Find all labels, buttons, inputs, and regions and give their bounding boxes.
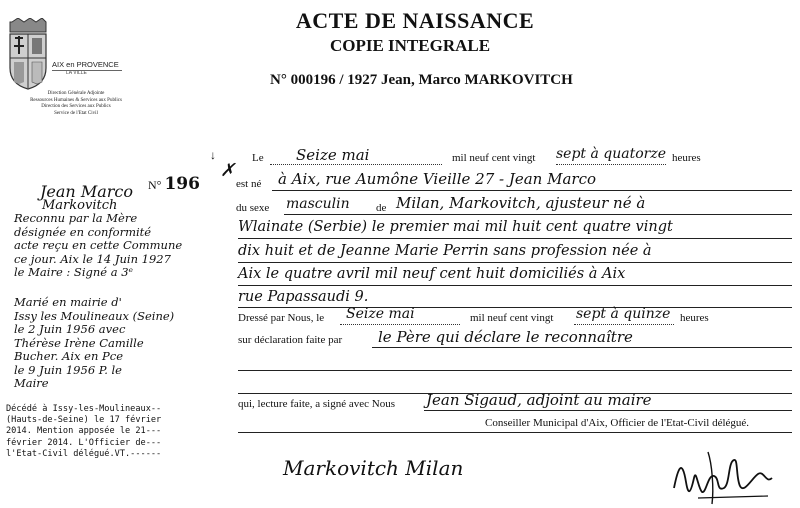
birth-place: à Aix, rue Aumône Vieille 27 - Jean Marco bbox=[278, 170, 597, 188]
city-name: AIX en PROVENCE bbox=[52, 60, 119, 69]
label-year-2: mil neuf cent vingt bbox=[470, 312, 554, 324]
act-reference: N° 000196 / 1927 Jean, Marco MARKOVITCH bbox=[270, 72, 573, 88]
margin-line: acte reçu en cette Commune bbox=[14, 238, 183, 252]
mention-line: l'Etat-Civil délégué.VT.------ bbox=[6, 448, 162, 459]
document-title: ACTE DE NAISSANCE bbox=[295, 8, 535, 33]
officer-name: Jean Sigaud, adjoint au maire bbox=[426, 391, 652, 409]
mother-name: dix huit et de Jeanne Marie Perrin sans profession née à bbox=[238, 243, 652, 259]
margin-line: Bucher. Aix en Pce bbox=[14, 349, 124, 363]
label-heures-2: heures bbox=[680, 312, 709, 324]
fill-line bbox=[272, 190, 792, 191]
label-sexe: du sexe bbox=[236, 202, 270, 214]
label-de: de bbox=[376, 202, 387, 214]
fill-line bbox=[238, 285, 792, 286]
mention-line: (Hauts-de-Seine) le 17 février bbox=[6, 415, 162, 426]
department-line: Direction des Services aux Publics bbox=[41, 104, 111, 109]
margin-line: Thérèse Irène Camille bbox=[14, 335, 144, 350]
department-line: Direction Générale Adjointe bbox=[47, 91, 105, 96]
address: rue Papassaudi 9. bbox=[238, 289, 369, 305]
fill-line bbox=[340, 324, 460, 325]
label-declaration: sur déclaration faite par bbox=[238, 334, 343, 346]
logo-divider bbox=[52, 70, 122, 71]
margin-line: Marié en mairie d' bbox=[14, 295, 122, 309]
birth-year-hour: sept à quatorze bbox=[556, 146, 667, 162]
margin-line: le Maire : Signé a 3ᵉ bbox=[14, 265, 134, 279]
department-block bbox=[6, 91, 146, 117]
margin-line: ce jour. Aix le 14 Juin 1927 bbox=[14, 251, 171, 266]
department-line: Service de l'Etat Civil bbox=[54, 110, 98, 116]
label-dresse: Dressé par Nous, le bbox=[238, 312, 325, 324]
father-name: Milan, Markovitch, ajusteur né à bbox=[396, 194, 646, 212]
fill-line bbox=[238, 370, 792, 371]
drawn-day: Seize mai bbox=[346, 306, 415, 322]
margin-line: Reconnu par la Mère bbox=[14, 211, 138, 225]
fill-line bbox=[238, 262, 792, 263]
officer-signature-icon bbox=[668, 448, 778, 506]
label-le: Le bbox=[252, 152, 264, 164]
fill-line bbox=[284, 214, 792, 215]
declarant: le Père qui déclare le reconnaître bbox=[378, 328, 633, 346]
sex-value: masculin bbox=[286, 196, 350, 212]
fill-line bbox=[574, 324, 674, 325]
document-subtitle: COPIE INTEGRALE bbox=[329, 36, 491, 55]
mother-birth: Aix le quatre avril mil neuf cent huit domiciliés à Aix bbox=[238, 266, 626, 282]
mention-line: Décédé à Issy-les-Moulineaux-- bbox=[6, 404, 162, 414]
birth-day: Seize mai bbox=[296, 146, 370, 164]
margin-line: Issy les Moulineaux (Seine) bbox=[14, 308, 175, 323]
mention-line: 2014. Mention apposée le 21--- bbox=[6, 426, 162, 437]
act-number-value: 196 bbox=[164, 174, 200, 194]
margin-line: désignée en conformité bbox=[14, 224, 152, 239]
fill-line bbox=[270, 164, 442, 165]
fill-line bbox=[238, 432, 792, 433]
father-birth: Wlainate (Serbie) le premier mai mil huit cent quatre vingt bbox=[238, 219, 673, 235]
label-heures: heures bbox=[672, 152, 701, 164]
city-subtitle: LA VILLE bbox=[66, 70, 87, 76]
death-mention bbox=[6, 404, 228, 460]
margin-line: le 9 Juin 1956 P. le bbox=[14, 362, 122, 377]
act-number-label: N° bbox=[148, 178, 162, 192]
drawn-year-hour: sept à quinze bbox=[576, 306, 671, 322]
label-est-ne: est né bbox=[236, 178, 262, 190]
tick-mark-icon: ↓ bbox=[210, 148, 216, 162]
fill-line bbox=[372, 347, 792, 348]
mention-line: février 2014. L'Officier de--- bbox=[6, 437, 162, 448]
margin-note-marriage bbox=[14, 296, 239, 391]
margin-line: Jean Marco bbox=[40, 182, 133, 201]
margin-line: Maire bbox=[14, 376, 49, 390]
fill-line bbox=[556, 164, 666, 165]
fill-line bbox=[238, 238, 792, 239]
officer-title: Conseiller Municipal d'Aix, Officier de l'Etat-Civil délégué. bbox=[485, 417, 750, 429]
margin-line: Markovitch bbox=[42, 197, 118, 213]
fill-line bbox=[238, 307, 792, 308]
cross-mark-icon: ✗ bbox=[220, 160, 236, 181]
signature-father: Markovitch Milan bbox=[283, 456, 464, 480]
fill-line bbox=[424, 410, 792, 411]
margin-line: le 2 Juin 1956 avec bbox=[14, 322, 126, 336]
label-lecture: qui, lecture faite, a signé avec Nous bbox=[238, 398, 395, 410]
department-line: Ressources Humaines & Services aux Publics bbox=[30, 97, 122, 103]
label-year: mil neuf cent vingt bbox=[452, 152, 536, 164]
